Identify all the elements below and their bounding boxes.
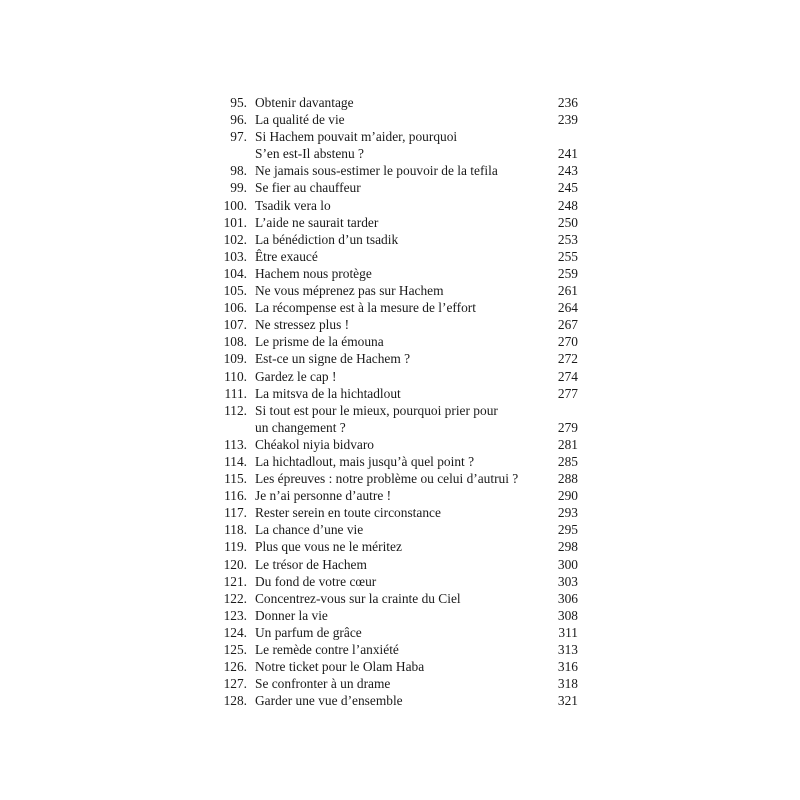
toc-entry [214, 385, 578, 402]
entry-title-line: Se confronter à un drame [255, 676, 391, 692]
entry-page-number: 261 [557, 283, 578, 299]
entry-title [255, 487, 530, 504]
entry-page-number: 316 [557, 659, 578, 675]
entry-title-line: Le prisme de la émouna [255, 334, 384, 350]
entry-title-line: Hachem nous protège [255, 265, 372, 281]
entry-number: 116. [224, 488, 247, 504]
entry-title [255, 231, 530, 248]
entry-number: 102. [223, 231, 247, 247]
entry-page-number: 253 [557, 231, 578, 247]
entry-number: 95. [230, 95, 247, 110]
toc-entry [214, 573, 578, 590]
entry-number: 110. [224, 368, 247, 384]
entry-title-line: Du fond de votre cœur [255, 573, 377, 589]
entry-number: 105. [223, 283, 247, 299]
entry-title-line: Un parfum de grâce [255, 624, 362, 640]
entry-page-number: 255 [557, 248, 578, 264]
entry-title [255, 316, 530, 333]
toc-entry [214, 162, 578, 179]
entry-page-number: 241 [557, 146, 578, 162]
entry-page-number: 306 [557, 590, 578, 606]
entry-number: 126. [223, 659, 247, 675]
entry-page-number: 298 [557, 539, 578, 555]
entry-number: 103. [223, 248, 247, 264]
entry-title-line: L’aide ne saurait tarder [255, 214, 379, 230]
toc-entry [214, 248, 578, 265]
entry-page-number: 313 [557, 642, 578, 657]
entry-page-number: 270 [557, 334, 578, 350]
entry-page-number: 293 [557, 505, 578, 521]
entry-number: 100. [223, 197, 247, 213]
entry-page-number: 277 [557, 385, 578, 401]
entry-page-number: 321 [557, 693, 578, 709]
entry-title [255, 350, 530, 367]
entry-number: 111. [224, 385, 247, 401]
entry-title [255, 162, 530, 179]
entry-page-number: 264 [557, 300, 578, 316]
entry-title-line: Concentrez-vous sur la crainte du Ciel [255, 590, 461, 606]
entry-title-line: Ne stressez plus ! [255, 317, 350, 333]
toc-entry [214, 675, 578, 692]
toc-entry [214, 590, 578, 607]
entry-page-number: 303 [557, 573, 578, 589]
entry-title-line: La récompense est à la mesure de l’effort [255, 300, 476, 316]
entry-title [255, 248, 530, 265]
entry-page-number: 245 [557, 180, 578, 196]
entry-number: 108. [223, 334, 247, 350]
toc-entry [214, 556, 578, 573]
entry-page-number: 272 [557, 351, 578, 367]
entry-number: 117. [224, 505, 247, 521]
toc-entry [214, 197, 578, 214]
entry-page-number: 236 [557, 95, 578, 110]
entry-title-line: Se fier au chauffeur [255, 180, 361, 196]
entry-number: 120. [223, 556, 247, 572]
toc-entry [214, 128, 578, 162]
entry-title [255, 299, 530, 316]
entry-page-number: 239 [557, 112, 578, 128]
entry-number: 109. [223, 351, 247, 367]
entry-page-number: 274 [557, 368, 578, 384]
entry-page-number: 250 [557, 214, 578, 230]
entry-title-line: Le remède contre l’anxiété [255, 642, 399, 657]
toc-entry [214, 692, 578, 709]
entry-title-line: Rester serein en toute circonstance [255, 505, 441, 521]
entry-title [255, 453, 530, 470]
entry-page-number: 267 [557, 317, 578, 333]
entry-title [255, 692, 530, 709]
toc-entry [214, 470, 578, 487]
toc-entry [214, 282, 578, 299]
entry-number: 113. [224, 436, 247, 452]
entry-page-number: 259 [557, 265, 578, 281]
entry-title [255, 111, 530, 128]
entry-number: 107. [223, 317, 247, 333]
toc-entry [214, 316, 578, 333]
entry-title [255, 368, 530, 385]
entry-number: 98. [230, 163, 247, 179]
entry-title [255, 590, 530, 607]
entry-title [255, 675, 530, 692]
entry-title [255, 538, 530, 555]
entry-title-line: La mitsva de la hichtadlout [255, 385, 401, 401]
entry-title-line: Être exaucé [255, 248, 318, 264]
entry-number: 104. [223, 265, 247, 281]
entry-title [255, 658, 530, 675]
entry-title [255, 179, 530, 196]
entry-title [255, 385, 530, 402]
entry-number: 121. [223, 573, 247, 589]
entry-title-line: La chance d’une vie [255, 522, 364, 538]
entry-number: 122. [223, 590, 247, 606]
entry-title [255, 573, 530, 590]
toc-entry [214, 402, 578, 436]
entry-number: 124. [223, 624, 247, 640]
entry-number: 96. [230, 112, 247, 128]
entry-title-line: Garder une vue d’ensemble [255, 693, 403, 709]
toc-entry [214, 658, 578, 675]
entry-number: 118. [224, 522, 247, 538]
entry-page-number: 279 [557, 419, 578, 435]
entry-number: 97. [230, 129, 247, 145]
toc-entry [214, 333, 578, 350]
toc-entry [214, 521, 578, 538]
entry-number: 114. [224, 453, 247, 469]
toc-entry [214, 504, 578, 521]
entry-page-number: 290 [557, 488, 578, 504]
entry-title [255, 402, 530, 436]
entry-number: 119. [224, 539, 247, 555]
toc-entry [214, 214, 578, 231]
entry-title [255, 214, 530, 231]
entry-number: 123. [223, 607, 247, 623]
toc-entry [214, 436, 578, 453]
entry-title [255, 556, 530, 573]
toc-entry [214, 487, 578, 504]
entry-title-line: Je n’ai personne d’autre ! [255, 488, 392, 504]
entry-number: 112. [224, 402, 247, 418]
entry-title-line: Le trésor de Hachem [255, 556, 367, 572]
toc-entry [214, 624, 578, 641]
entry-title [255, 470, 530, 487]
entry-page-number: 311 [558, 624, 578, 640]
entry-number: 99. [230, 180, 247, 196]
entry-title-line: Tsadik vera lo [255, 197, 331, 213]
entry-title [255, 624, 530, 641]
entry-title-line: La hichtadlout, mais jusqu’à quel point ? [255, 453, 475, 469]
entry-page-number: 281 [557, 436, 578, 452]
table-of-contents [214, 94, 578, 709]
entry-title-line: Est-ce un signe de Hachem ? [255, 351, 411, 367]
toc-entry [214, 641, 578, 658]
entry-title-line: Si Hachem pouvait m’aider, pourquoi [255, 129, 458, 145]
toc-entry [214, 111, 578, 128]
entry-title [255, 436, 530, 453]
toc-entry [214, 231, 578, 248]
entry-number: 128. [223, 693, 247, 709]
toc-entry [214, 453, 578, 470]
entry-title [255, 504, 530, 521]
entry-title-line: Notre ticket pour le Olam Haba [255, 659, 425, 675]
entry-title [255, 607, 530, 624]
entry-title-line: Si tout est pour le mieux, pourquoi prier pour [255, 402, 498, 418]
entry-page-number: 285 [557, 453, 578, 469]
toc-entry [214, 299, 578, 316]
entry-title-line: Ne vous méprenez pas sur Hachem [255, 283, 444, 299]
entry-page-number: 308 [557, 607, 578, 623]
toc-entry [214, 350, 578, 367]
entry-number: 101. [223, 214, 247, 230]
entry-title [255, 265, 530, 282]
entry-title-line: un changement ? [255, 419, 346, 435]
entry-page-number: 295 [557, 522, 578, 538]
entry-title [255, 94, 530, 111]
entry-page-number: 243 [557, 163, 578, 179]
entry-page-number: 288 [557, 471, 578, 487]
toc-entry [214, 179, 578, 196]
toc-entry [214, 607, 578, 624]
entry-title-line: La bénédiction d’un tsadik [255, 231, 399, 247]
entry-number: 125. [223, 642, 247, 657]
entry-title [255, 197, 530, 214]
entry-title [255, 128, 530, 162]
entry-number: 127. [223, 676, 247, 692]
toc-entry [214, 368, 578, 385]
entry-number: 106. [223, 300, 247, 316]
entry-title-line: Chéakol niyia bidvaro [255, 436, 374, 452]
entry-number: 115. [224, 471, 247, 487]
entry-title-line: S’en est-Il abstenu ? [255, 146, 364, 162]
entry-title [255, 521, 530, 538]
entry-title-line: Obtenir davantage [255, 95, 354, 110]
entry-title [255, 282, 530, 299]
entry-title-line: Gardez le cap ! [255, 368, 337, 384]
toc-entry [214, 94, 578, 111]
entry-title [255, 641, 530, 658]
toc-entry [214, 265, 578, 282]
toc-entry [214, 538, 578, 555]
entry-page-number: 318 [557, 676, 578, 692]
entry-title-line: Donner la vie [255, 607, 328, 623]
entry-title-line: Ne jamais sous-estimer le pouvoir de la tefila [255, 163, 498, 179]
entry-page-number: 248 [557, 197, 578, 213]
entry-title-line: La qualité de vie [255, 112, 345, 128]
entry-page-number: 300 [557, 556, 578, 572]
entry-title [255, 333, 530, 350]
entry-title-line: Les épreuves : notre problème ou celui d’autrui ? [255, 471, 519, 487]
entry-title-line: Plus que vous ne le méritez [255, 539, 402, 555]
